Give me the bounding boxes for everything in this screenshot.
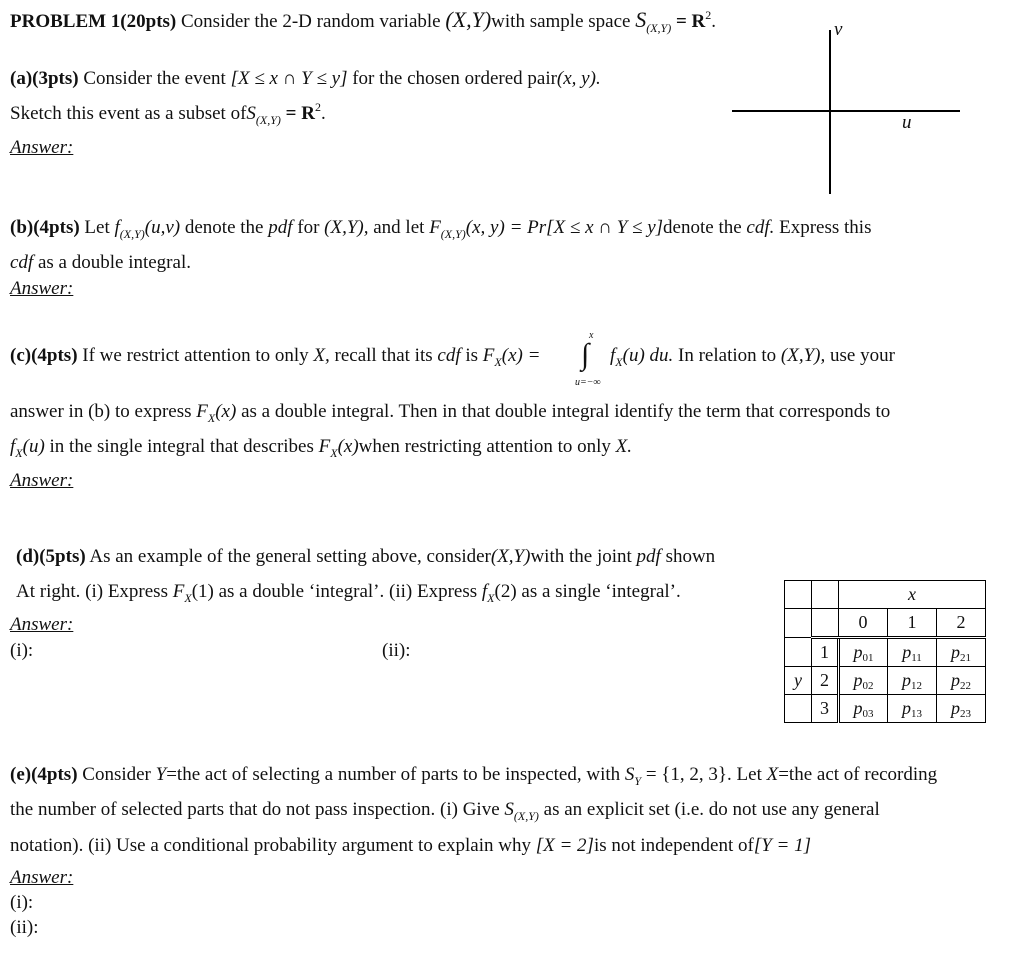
part-b-F: F: [429, 217, 441, 238]
part-d-text2: with the joint: [530, 546, 632, 567]
part-a-sq: 2: [314, 100, 321, 114]
cell-sub: 13: [911, 708, 922, 720]
part-c-line2b: as a double integral. Then in that double integral identify the term that corresponds to: [241, 401, 891, 422]
part-b-text4: and let: [373, 217, 425, 238]
part-c-line1-right: [610, 345, 895, 369]
part-c-F-arg: (x) =: [501, 345, 541, 366]
table-y-value: 1: [812, 638, 839, 667]
part-e-line2b: as an explicit set (i.e. do not use any general: [543, 799, 880, 820]
part-c-label: (c)(4pts): [10, 345, 78, 366]
part-c-f-sub: X: [615, 355, 623, 369]
table-cell: [839, 667, 888, 695]
part-a-S: S: [246, 103, 256, 124]
table-x-header: [839, 581, 986, 609]
part-b-line1: [10, 217, 872, 241]
part-e-line2: [10, 799, 880, 823]
table-row: [785, 667, 986, 695]
cell-p: p: [853, 642, 863, 662]
part-e-text2: =the act of selecting a number of parts to be inspected, with: [166, 764, 621, 785]
part-a-text: Consider the event: [83, 68, 226, 89]
part-b-line2-cdf: cdf: [10, 252, 34, 273]
table-cell: [937, 667, 986, 695]
part-b-text3: for: [297, 217, 320, 238]
sample-space-sub: (X,Y): [646, 21, 672, 35]
part-e-Y: Y: [155, 764, 167, 785]
part-e-text4: =the act of recording: [778, 764, 938, 785]
table-cell: [888, 695, 937, 723]
table-blank: [812, 581, 839, 609]
part-e-text1: Consider: [82, 764, 151, 785]
part-c-line3f-sub: X: [15, 446, 23, 460]
part-c-line2F: F: [196, 401, 208, 422]
part-a-R: = R: [285, 103, 315, 124]
cell-sub: 03: [862, 708, 874, 720]
part-c-X: X,: [313, 345, 330, 366]
cell-sub: 01: [862, 652, 874, 664]
part-c-text1: If we restrict attention to only: [82, 345, 309, 366]
part-c-xy: (X,Y),: [780, 345, 826, 366]
part-c-int-lower: u=−∞: [575, 377, 601, 388]
cell-sub: 21: [960, 652, 971, 664]
part-a-dot: .: [320, 103, 326, 124]
part-c-text3: is: [465, 345, 479, 366]
part-c-text5: use your: [830, 345, 895, 366]
part-e-line2S-sub: (X,Y): [513, 809, 539, 823]
problem-title-bold: PROBLEM 1(20pts): [10, 11, 177, 32]
part-a-line1: [10, 69, 601, 88]
part-a-line2: [10, 100, 326, 127]
cell-sub: 11: [911, 652, 922, 664]
u-axis-label: u: [902, 112, 912, 133]
part-e-line2a: the number of selected parts that do not pass inspection. (i) Give: [10, 799, 500, 820]
part-e-line2S: S: [504, 799, 514, 820]
part-e-ii: (ii):: [10, 917, 39, 938]
sample-space-sq: 2: [705, 8, 712, 22]
problem-title-text: Consider the 2-D random variable: [181, 11, 441, 32]
cell-sub: 12: [911, 680, 922, 692]
part-d-line2a: At right. (i) Express: [16, 581, 168, 602]
part-b-text5: denote the: [663, 217, 742, 238]
part-e-line3x: [X = 2]: [535, 835, 594, 856]
u-axis-line: [732, 110, 960, 112]
table-blank: [785, 695, 812, 723]
part-b-line2-text: as a double integral.: [37, 252, 191, 273]
part-c-answer: Answer:: [10, 470, 74, 491]
part-e-line3b: is not independent of: [593, 835, 754, 856]
table-blank: [785, 609, 812, 638]
part-d-F: F: [172, 581, 185, 602]
cell-p: p: [902, 670, 911, 690]
part-b-answer: Answer:: [10, 278, 74, 299]
table-blank: [785, 581, 812, 609]
v-axis-label: v: [834, 19, 843, 40]
cell-sub: 02: [862, 680, 874, 692]
table-cell: [839, 695, 888, 723]
table-y-label: y: [785, 667, 812, 695]
table-cell: [888, 638, 937, 667]
part-a-text2: for the chosen ordered pair: [352, 68, 557, 89]
cell-sub: 22: [960, 680, 971, 692]
part-e-S-sub: Y: [634, 774, 642, 788]
part-b-F-sub: (X,Y): [440, 227, 466, 241]
part-a-event: [X ≤ x ∩ Y ≤ y]: [230, 68, 348, 89]
part-d-f-arg: (2): [494, 581, 517, 602]
table-blank: [785, 638, 812, 667]
part-d-ii: (ii):: [382, 640, 411, 661]
cell-p: p: [951, 670, 960, 690]
table-cell: [937, 695, 986, 723]
part-c-f-arg: (u) du.: [622, 345, 674, 366]
part-e-i: (i):: [10, 892, 34, 913]
part-e-line3: [10, 836, 811, 855]
cell-p: p: [853, 670, 863, 690]
part-c-cdf: cdf: [437, 345, 461, 366]
part-c-text4: In relation to: [678, 345, 777, 366]
cell-sub: 23: [960, 708, 971, 720]
part-b-text6: Express this: [779, 217, 872, 238]
part-b-text2: denote the: [184, 217, 264, 238]
part-d-pdf: pdf: [636, 546, 661, 567]
part-c-text2: recall that its: [334, 345, 433, 366]
part-c-line3: [10, 436, 633, 460]
problem-title: [10, 7, 717, 35]
table-cell: [888, 667, 937, 695]
table-x-value: 2: [937, 609, 986, 638]
part-a-line2-text: Sketch this event as a subset of: [10, 103, 247, 124]
part-c-line3F-arg: (x): [337, 436, 359, 457]
part-c-f: f: [610, 345, 616, 366]
table-x-value: 0: [839, 609, 888, 638]
part-d-F-arg: (1): [191, 581, 214, 602]
part-b-f-args: (u,v): [144, 217, 181, 238]
cell-p: p: [951, 698, 960, 718]
part-c-line3F-sub: X: [330, 446, 338, 460]
part-e-answer: Answer:: [10, 867, 74, 888]
part-c-line2F-arg: (x): [215, 401, 237, 422]
table-row: [785, 695, 986, 723]
part-d-text1: As an example of the general setting above, consider: [89, 546, 491, 567]
part-e-X: X: [766, 764, 779, 785]
table-blank: [812, 609, 839, 638]
part-c-line3b: when restricting attention to only: [358, 436, 611, 457]
part-c-int-upper: x: [589, 330, 594, 341]
part-e-line3a: notation). (ii) Use a conditional probability argument to explain why: [10, 835, 531, 856]
part-d-line2b: as a double ‘integral’. (ii) Express: [218, 581, 478, 602]
problem-title-var: (X,Y): [445, 7, 492, 32]
part-c-line1-left: [10, 345, 541, 369]
table-x-label: x: [908, 584, 916, 604]
table-header-row-x: [785, 581, 986, 609]
part-c-line3F: F: [318, 436, 331, 457]
part-b-f: f: [114, 217, 120, 238]
part-a-pair: (x, y).: [556, 68, 601, 89]
part-a-answer: Answer:: [10, 137, 74, 158]
part-d-answer: Answer:: [10, 614, 74, 635]
part-a-S-sub: (X,Y): [255, 113, 281, 127]
part-c-line3f: f: [10, 436, 16, 457]
sample-space-S: S: [635, 7, 647, 32]
part-b-pdf: pdf: [268, 217, 293, 238]
part-b-F-args: (x, y) = Pr[X ≤ x ∩ Y ≤ y]: [465, 217, 664, 238]
table-y-value: 3: [812, 695, 839, 723]
cell-p: p: [902, 698, 911, 718]
part-e-line1: [10, 764, 938, 788]
part-d-line2c: as a single ‘integral’.: [521, 581, 681, 602]
sample-space-R: = R: [675, 11, 706, 32]
part-d-f-sub: X: [487, 591, 495, 605]
cell-p: p: [951, 642, 960, 662]
table-row: [785, 638, 986, 667]
part-e-set: = {1, 2, 3}: [645, 764, 728, 785]
table-cell: [839, 638, 888, 667]
table-header-row-values: [785, 609, 986, 638]
part-d-i: (i):: [10, 640, 34, 661]
part-d-line1: [16, 547, 715, 566]
cell-p: p: [853, 698, 863, 718]
part-c-line3X: X.: [615, 436, 633, 457]
part-d-line2: [16, 581, 681, 605]
part-d-xy: (X,Y): [490, 546, 531, 567]
part-c-line2a: answer in (b) to express: [10, 401, 192, 422]
part-d-text3: shown: [665, 546, 716, 567]
part-c-line3f-arg: (u): [22, 436, 45, 457]
part-b-f-sub: (X,Y): [119, 227, 145, 241]
part-b-xy: (X,Y),: [324, 217, 369, 238]
part-d-label: (d)(5pts): [16, 546, 86, 567]
part-b-text1: Let: [84, 217, 110, 238]
part-c-line2: [10, 401, 891, 425]
part-d-f: f: [481, 581, 488, 602]
problem-title-text2: with sample space: [491, 11, 631, 32]
part-b-line2: [10, 253, 191, 272]
part-b-cdf: cdf.: [746, 217, 775, 238]
part-e-text3: . Let: [727, 764, 762, 785]
part-b-label: (b)(4pts): [10, 217, 80, 238]
part-d-F-sub: X: [184, 591, 192, 605]
part-a-label: (a)(3pts): [10, 68, 79, 89]
part-c-line2F-sub: X: [207, 411, 216, 425]
part-e-S: S: [624, 764, 635, 785]
v-axis-line: [829, 30, 831, 194]
table-cell: [937, 638, 986, 667]
table-y-value: 2: [812, 667, 839, 695]
part-c-int-sign: ∫: [581, 338, 590, 371]
part-c-F-sub: X: [494, 355, 502, 369]
part-e-line3y: [Y = 1]: [753, 835, 812, 856]
table-x-value: 1: [888, 609, 937, 638]
joint-pdf-table: [784, 580, 986, 723]
part-e-label: (e)(4pts): [10, 764, 78, 785]
title-dot: .: [711, 11, 717, 32]
part-c-F: F: [482, 345, 495, 366]
part-c-line3a: in the single integral that describes: [49, 436, 314, 457]
cell-p: p: [902, 642, 912, 662]
